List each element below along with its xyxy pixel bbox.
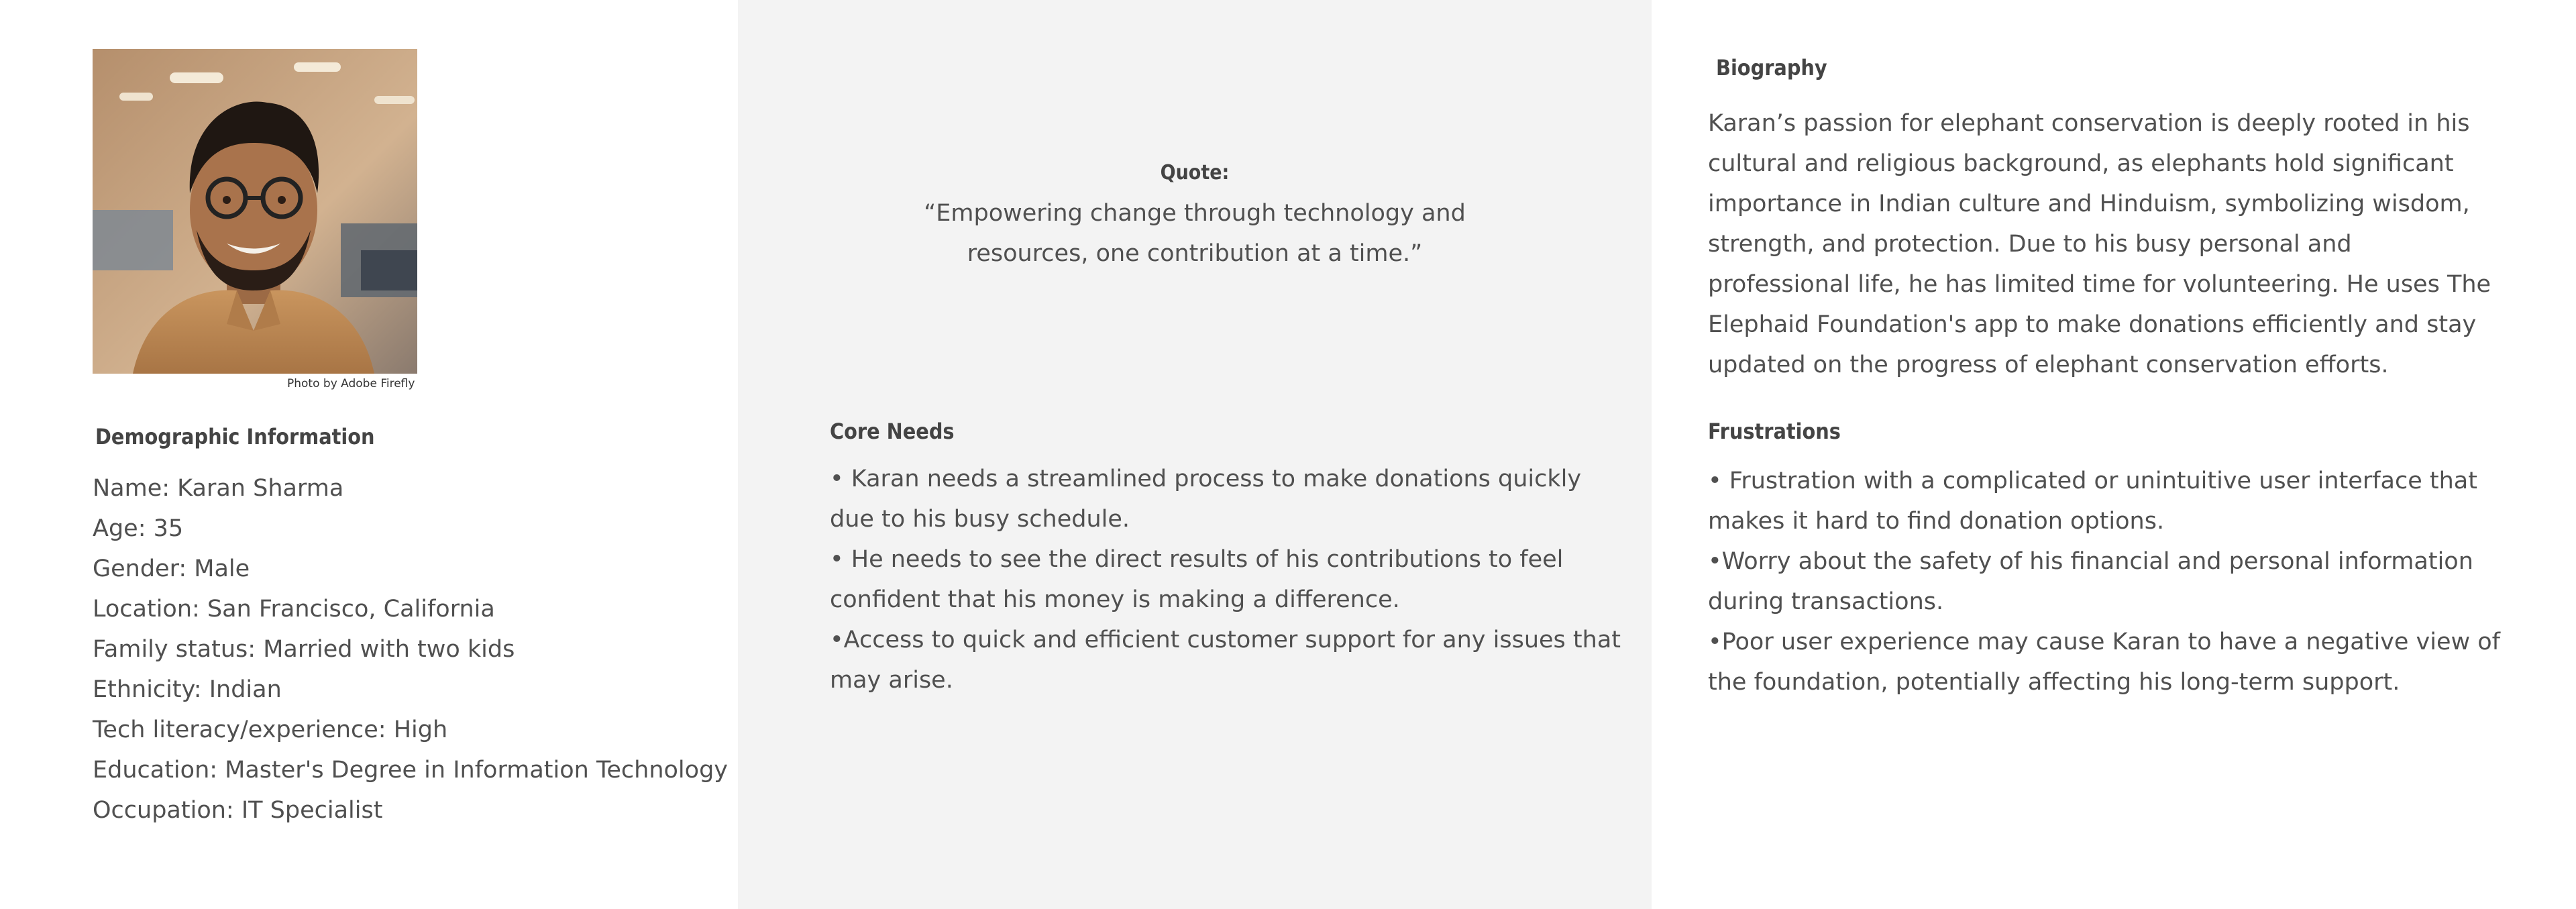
demographic-age: Age: 35 bbox=[93, 515, 184, 542]
frustrations-line: during transactions. bbox=[1708, 588, 1944, 615]
demographic-tech-literacy: Tech literacy/experience: High bbox=[93, 716, 448, 743]
demographic-family-status: Family status: Married with two kids bbox=[93, 636, 515, 663]
demographic-education: Education: Master's Degree in Information Technology bbox=[93, 757, 728, 784]
biography-line: strength, and protection. Due to his busy personal and bbox=[1708, 231, 2352, 258]
core-needs-line: • He needs to see the direct results of his contributions to feel bbox=[830, 546, 1564, 573]
demographic-ethnicity: Ethnicity: Indian bbox=[93, 676, 282, 703]
frustrations-line: • Frustration with a complicated or unintuitive user interface that bbox=[1708, 468, 2477, 494]
frustrations-line: •Poor user experience may cause Karan to have a negative view of bbox=[1708, 629, 2500, 655]
demographics-list bbox=[93, 468, 728, 831]
core-needs-line: • Karan needs a streamlined process to make donations quickly bbox=[830, 466, 1582, 492]
biography-line: importance in Indian culture and Hinduism, symbolizing wisdom, bbox=[1708, 191, 2470, 217]
biography-line: Karan’s passion for elephant conservation is deeply rooted in his bbox=[1708, 110, 2470, 137]
persona-photo bbox=[93, 49, 417, 374]
frustrations-line: the foundation, potentially affecting his long-term support. bbox=[1708, 669, 2400, 696]
quote-text bbox=[738, 193, 1652, 274]
demographic-name: Name: Karan Sharma bbox=[93, 475, 344, 502]
quote-line: resources, one contribution at a time.” bbox=[967, 240, 1423, 267]
core-needs-line: •Access to quick and efficient customer support for any issues that bbox=[830, 627, 1621, 653]
biography-line: professional life, he has limited time for volunteering. He uses The bbox=[1708, 271, 2491, 298]
demographic-gender: Gender: Male bbox=[93, 555, 250, 582]
right-column bbox=[1652, 0, 2576, 909]
core-needs-line: due to his busy schedule. bbox=[830, 506, 1130, 533]
frustrations-text bbox=[1708, 461, 2500, 702]
quote-label: Quote: bbox=[1160, 161, 1230, 184]
frustrations-line: makes it hard to find donation options. bbox=[1708, 508, 2165, 535]
core-needs-heading: Core Needs bbox=[830, 419, 955, 444]
frustrations-line: •Worry about the safety of his financial and personal information bbox=[1708, 548, 2473, 575]
middle-column bbox=[738, 0, 1652, 909]
demographics-heading: Demographic Information bbox=[95, 424, 375, 449]
core-needs-line: may arise. bbox=[830, 667, 953, 694]
left-column bbox=[0, 0, 738, 909]
demographic-location: Location: San Francisco, California bbox=[93, 596, 495, 623]
core-needs-line: confident that his money is making a difference. bbox=[830, 586, 1400, 613]
biography-line: cultural and religious background, as elephants hold significant bbox=[1708, 150, 2454, 177]
photo-credit: Photo by Adobe Firefly bbox=[287, 377, 415, 390]
biography-line: updated on the progress of elephant conservation efforts. bbox=[1708, 352, 2389, 378]
biography-text bbox=[1708, 103, 2491, 385]
biography-heading: Biography bbox=[1716, 55, 1827, 81]
frustrations-heading: Frustrations bbox=[1708, 419, 1841, 444]
core-needs-text bbox=[830, 459, 1621, 700]
demographic-occupation: Occupation: IT Specialist bbox=[93, 797, 383, 824]
quote-line: “Empowering change through technology and bbox=[924, 200, 1466, 227]
biography-line: Elephaid Foundation's app to make donations efficiently and stay bbox=[1708, 311, 2477, 338]
